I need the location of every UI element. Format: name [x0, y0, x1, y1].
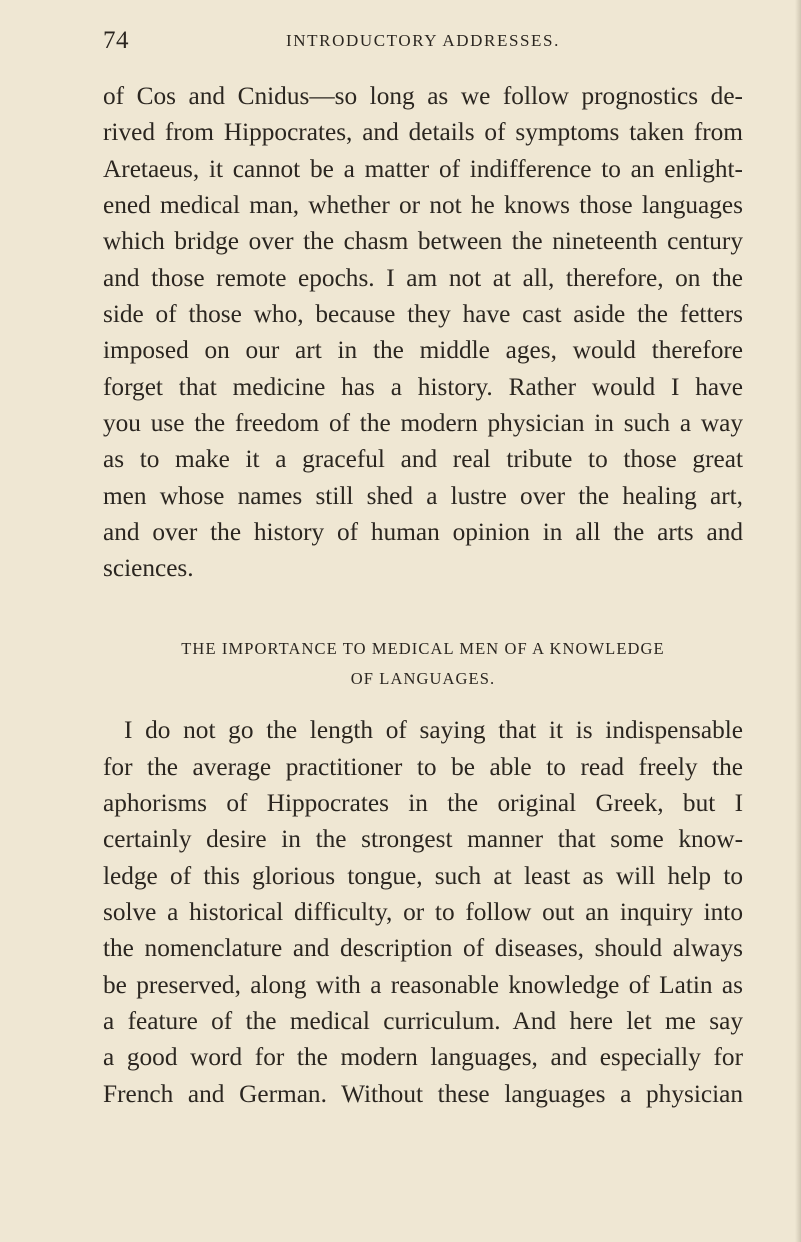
- text-line: you use the freedom of the modern physician in such a way: [103, 409, 743, 437]
- text-line: a good word for the modern languages, and especially for: [103, 1043, 743, 1071]
- text-line: French and German. Without these languages a physician: [103, 1080, 743, 1108]
- page-header: [103, 27, 743, 57]
- text-line: the nomenclature and description of diseases, should always: [103, 934, 743, 962]
- text-line: sciences.: [103, 554, 194, 582]
- text-line: men whose names still shed a lustre over the healing art,: [103, 482, 743, 510]
- running-head: INTRODUCTORY ADDRESSES.: [286, 31, 560, 50]
- section-heading-line: THE IMPORTANCE TO MEDICAL MEN OF A KNOWLEDGE: [181, 639, 665, 658]
- text-line: solve a historical difficulty, or to follow out an inquiry into: [103, 898, 743, 926]
- text-line: Aretaeus, it cannot be a matter of indifference to an enlight-: [103, 155, 743, 183]
- text-line: imposed on our art in the middle ages, would therefore: [103, 336, 743, 364]
- text-line: side of those who, because they have cast aside the fetters: [103, 300, 743, 328]
- text-line: ened medical man, whether or not he knows those languages: [103, 191, 743, 219]
- text-line: and over the history of human opinion in all the arts and: [103, 518, 743, 546]
- text-line: and those remote epochs. I am not at all, therefore, on the: [103, 264, 743, 292]
- text-line: I do not go the length of saying that it is indispensable: [124, 716, 743, 744]
- text-line: rived from Hippocrates, and details of symptoms taken from: [103, 118, 743, 146]
- section-heading-line: OF LANGUAGES.: [350, 669, 496, 688]
- text-line: as to make it a graceful and real tribute to those great: [103, 445, 743, 473]
- text-line: a feature of the medical curriculum. And here let me say: [103, 1007, 743, 1035]
- text-line: of Cos and Cnidus—so long as we follow prognostics de-: [103, 82, 743, 110]
- text-line: which bridge over the chasm between the nineteenth century: [103, 227, 743, 255]
- page-edge-shadow: [795, 0, 801, 1242]
- text-line: be preserved, along with a reasonable knowledge of Latin as: [103, 971, 743, 999]
- text-line: certainly desire in the strongest manner that some know-: [103, 825, 743, 853]
- text-line: aphorisms of Hippocrates in the original Greek, but I: [103, 789, 743, 817]
- page-number: 74: [103, 27, 129, 54]
- text-line: ledge of this glorious tongue, such at least as will help to: [103, 862, 743, 890]
- text-line: forget that medicine has a history. Rather would I have: [103, 373, 743, 401]
- text-line: for the average practitioner to be able to read freely the: [103, 753, 743, 781]
